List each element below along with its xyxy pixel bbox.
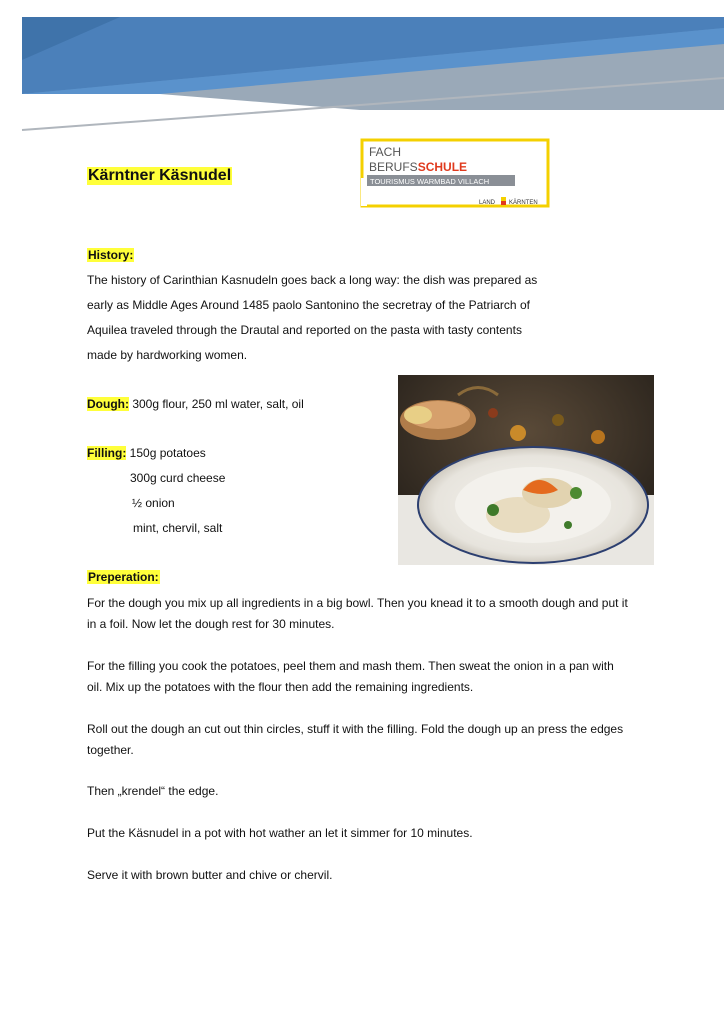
- filling-item: ½ onion: [132, 496, 175, 510]
- logo-line1: FACH: [369, 145, 402, 159]
- history-line: made by hardworking women.: [87, 348, 248, 362]
- history-heading: History:: [88, 248, 134, 262]
- preparation-line: in a foil. Now let the dough rest for 30 minutes.: [87, 617, 335, 631]
- preparation-line: together.: [87, 743, 134, 757]
- logo-line3: TOURISMUS WARMBAD VILLACH: [370, 177, 490, 186]
- preparation-line: For the dough you mix up all ingredients in a big bowl. Then you knead it to a smooth dough and put it: [87, 596, 628, 610]
- dough-text: 300g flour, 250 ml water, salt, oil: [128, 397, 304, 411]
- history-line: early as Middle Ages Around 1485 paolo Santonino the secretray of the Patriarch of: [87, 298, 530, 312]
- filling-line: [87, 446, 206, 460]
- logo-flag-red: [501, 201, 506, 205]
- dough-line: [87, 397, 304, 411]
- preparation-line: Put the Käsnudel in a pot with hot wather an let it simmer for 10 minutes.: [87, 826, 473, 840]
- dish-photo: [398, 375, 654, 565]
- header-banner: [0, 0, 724, 140]
- filling-item: 300g curd cheese: [130, 471, 226, 485]
- preparation-heading: Preperation:: [88, 570, 159, 584]
- preparation-line: Serve it with brown butter and chive or chervil.: [87, 868, 333, 882]
- preparation-line: For the filling you cook the potatoes, peel them and mash them. Then sweat the onion in a pan with: [87, 659, 614, 673]
- preparation-line: Then „krendel“ the edge.: [87, 784, 219, 798]
- logo-footer-left: LAND: [479, 200, 496, 206]
- filling-label: Filling:: [87, 446, 127, 460]
- logo-flag-yellow: [501, 197, 506, 201]
- filling-item: mint, chervil, salt: [133, 521, 223, 535]
- history-line: The history of Carinthian Kasnudeln goes back a long way: the dish was prepared as: [87, 273, 538, 287]
- filling-item: 150g potatoes: [129, 446, 206, 460]
- school-logo: [360, 138, 550, 210]
- recipe-title: Kärntner Käsnudel: [88, 167, 232, 184]
- preparation-line: Roll out the dough an cut out thin circles, stuff it with the filling. Fold the dough up an press the edges: [87, 722, 624, 736]
- logo-footer-right: KÄRNTEN: [509, 200, 538, 206]
- logo-line2: BERUFSSCHULE: [369, 160, 468, 174]
- dough-label: Dough:: [87, 397, 129, 411]
- preparation-line: oil. Mix up the potatoes with the flour then add the remaining ingredients.: [87, 680, 474, 694]
- history-line: Aquilea traveled through the Drautal and reported on the pasta with tasty contents: [87, 323, 522, 337]
